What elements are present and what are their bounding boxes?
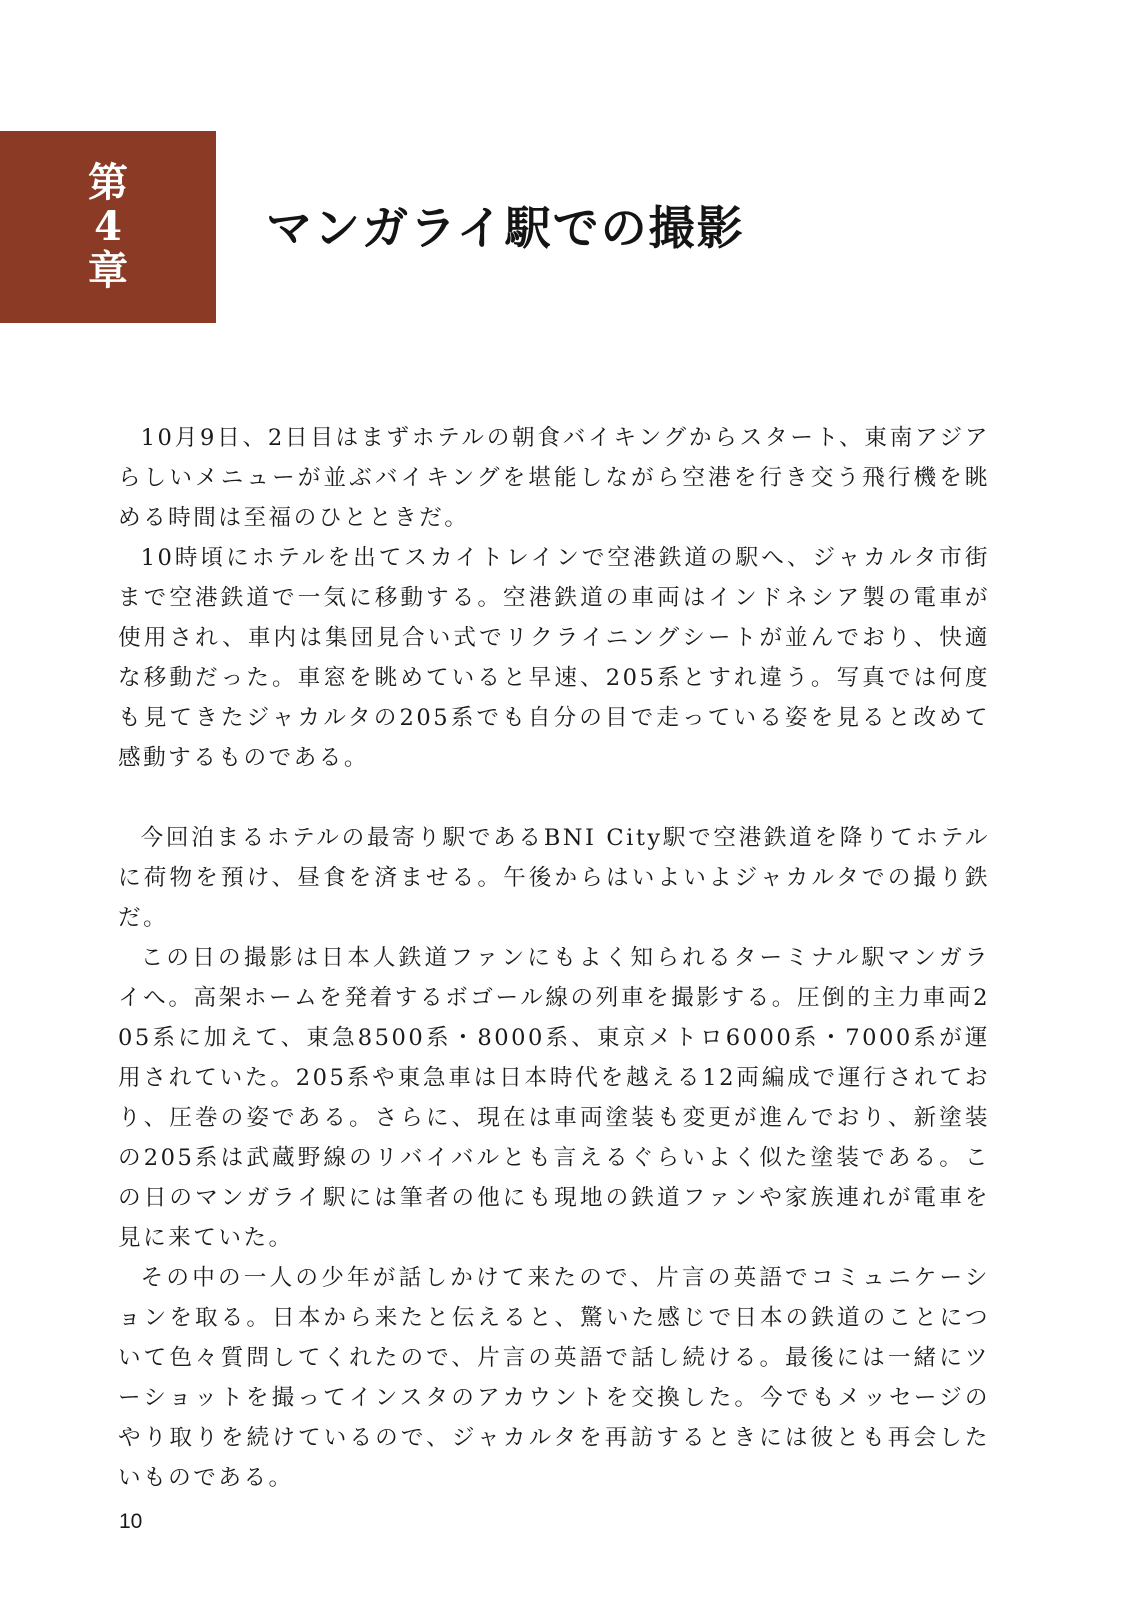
paragraph: 10時頃にホテルを出てスカイトレインで空港鉄道の駅へ、ジャカルタ市街まで空港鉄道で一気に移動する。空港鉄道の車両はインドネシア製の電車が使用され、車内は集団見合い式でリクライニングシートが並んでおり、快適な移動だった。車窓を眺めていると早速、205系とすれ違う。写真では何度も見てきたジャカルタの205系でも自分の目で走っている姿を見ると改めて感動するものである。	[118, 545, 990, 771]
chapter-title: マンガライ駅での撮影	[266, 201, 745, 255]
paragraph: この日の撮影は日本人鉄道ファンにもよく知られるターミナル駅マンガライへ。高架ホームを発着するボゴール線の列車を撮影する。圧倒的主力車両205系に加えて、東急8500系・8000系、東京メトロ6000系・7000系が運用されていた。205系や東急車は日本時代を越える12両編成で運行されており、圧巻の姿である。さらに、現在は車両塗装も変更が進んでおり、新塗装の205系は武蔵野線のリバイバルとも言えるぐらいよく似た塗装である。この日のマンガライ駅には筆者の他にも現地の鉄道ファンや家族連れが電車を見に来ていた。	[118, 945, 990, 1251]
paragraph: 今回泊まるホテルの最寄り駅であるBNI City駅で空港鉄道を降りてホテルに荷物を預け、昼食を済ませる。午後からはいよいよジャカルタでの撮り鉄だ。	[118, 825, 990, 931]
paragraph: その中の一人の少年が話しかけて来たので、片言の英語でコミュニケーションを取る。日本から来たと伝えると、驚いた感じで日本の鉄道のことについて色々質問してくれたので、片言の英語で話し続ける。最後には一緒にツーショットを撮ってインスタのアカウントを交換した。今でもメッセージのやり取りを続けているので、ジャカルタを再訪するときには彼とも再会したいものである。	[118, 1265, 990, 1491]
chapter-label-block	[0, 131, 216, 323]
chapter-number: 4	[94, 203, 122, 250]
chapter-label-char: 章	[88, 247, 128, 294]
page-number: 10	[119, 1510, 143, 1533]
chapter-label-char: 第	[88, 159, 128, 206]
body-text	[118, 418, 990, 1498]
paragraph: 10月9日、2日目はまずホテルの朝食バイキングからスタート、東南アジアらしいメニューが並ぶバイキングを堪能しながら空港を行き交う飛行機を眺める時間は至福のひとときだ。	[118, 425, 990, 531]
